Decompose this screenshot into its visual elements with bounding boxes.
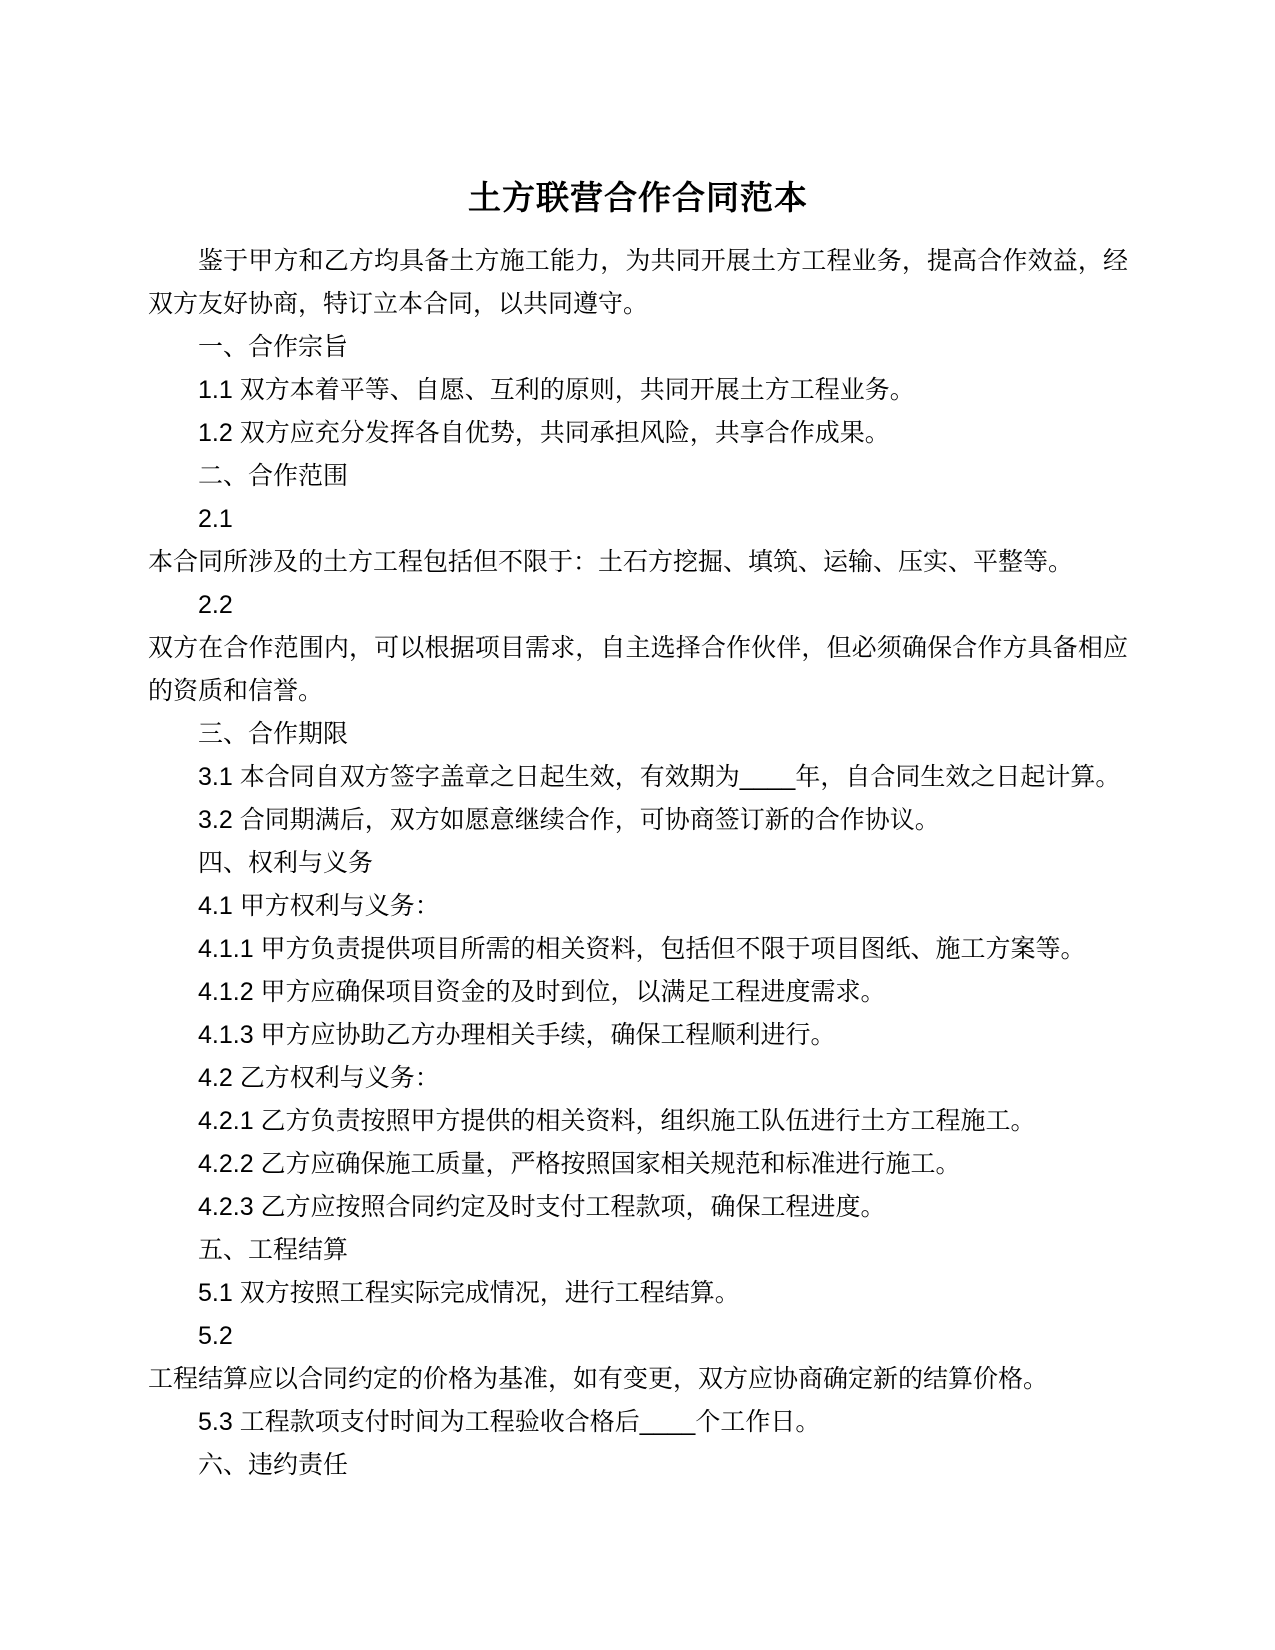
contract-paragraph: 鉴于甲方和乙方均具备土方施工能力，为共同开展土方工程业务，提高合作效益，经双方友好协商，特订立本合同，以共同遵守。 xyxy=(148,247,1128,318)
contract-paragraph: 1.1 双方本着平等、自愿、互利的原则，共同开展土方工程业务。 xyxy=(198,376,915,404)
contract-paragraph: 双方在合作范围内，可以根据项目需求，自主选择合作伙伴，但必须确保合作方具备相应的资质和信誉。 xyxy=(148,634,1128,705)
contract-paragraph: 本合同所涉及的土方工程包括但不限于：土石方挖掘、填筑、运输、压实、平整等。 xyxy=(148,548,1074,576)
contract-paragraph: 一、合作宗旨 xyxy=(198,333,349,361)
contract-paragraph: 5.1 双方按照工程实际完成情况，进行工程结算。 xyxy=(198,1279,740,1307)
contract-paragraph: 3.1 本合同自双方签字盖章之日起生效，有效期为____年，自合同生效之日起计算。 xyxy=(198,763,1121,791)
contract-paragraph: 4.1.2 甲方应确保项目资金的及时到位，以满足工程进度需求。 xyxy=(198,978,886,1006)
contract-paragraph: 六、违约责任 xyxy=(198,1451,349,1479)
contract-paragraph: 五、工程结算 xyxy=(198,1236,349,1264)
contract-paragraph: 二、合作范围 xyxy=(198,462,349,490)
contract-paragraph: 4.1.1 甲方负责提供项目所需的相关资料，包括但不限于项目图纸、施工方案等。 xyxy=(198,935,1086,963)
contract-paragraph: 1.2 双方应充分发挥各自优势，共同承担风险，共享合作成果。 xyxy=(198,419,890,447)
contract-paragraph: 2.2 xyxy=(198,591,233,619)
contract-paragraph: 2.1 xyxy=(198,505,233,533)
contract-paragraph: 3.2 合同期满后，双方如愿意继续合作，可协商签订新的合作协议。 xyxy=(198,806,940,834)
contract-paragraph: 4.2.3 乙方应按照合同约定及时支付工程款项，确保工程进度。 xyxy=(198,1193,886,1221)
contract-paragraph: 5.3 工程款项支付时间为工程验收合格后____个工作日。 xyxy=(198,1408,821,1436)
contract-paragraph: 4.1.3 甲方应协助乙方办理相关手续，确保工程顺利进行。 xyxy=(198,1021,836,1049)
contract-paragraph: 工程结算应以合同约定的价格为基准，如有变更，双方应协商确定新的结算价格。 xyxy=(148,1365,1049,1393)
contract-paragraph: 4.2 乙方权利与义务： xyxy=(198,1064,440,1092)
document-body xyxy=(148,240,1128,1487)
contract-paragraph: 四、权利与义务 xyxy=(198,849,374,877)
contract-paragraph: 5.2 xyxy=(198,1322,233,1350)
contract-paragraph: 三、合作期限 xyxy=(198,720,349,748)
document-title: 土方联营合作合同范本 xyxy=(468,179,808,216)
contract-paragraph: 4.2.2 乙方应确保施工质量，严格按照国家相关规范和标准进行施工。 xyxy=(198,1150,961,1178)
contract-paragraph: 4.1 甲方权利与义务： xyxy=(198,892,440,920)
contract-paragraph: 4.2.1 乙方负责按照甲方提供的相关资料，组织施工队伍进行土方工程施工。 xyxy=(198,1107,1036,1135)
